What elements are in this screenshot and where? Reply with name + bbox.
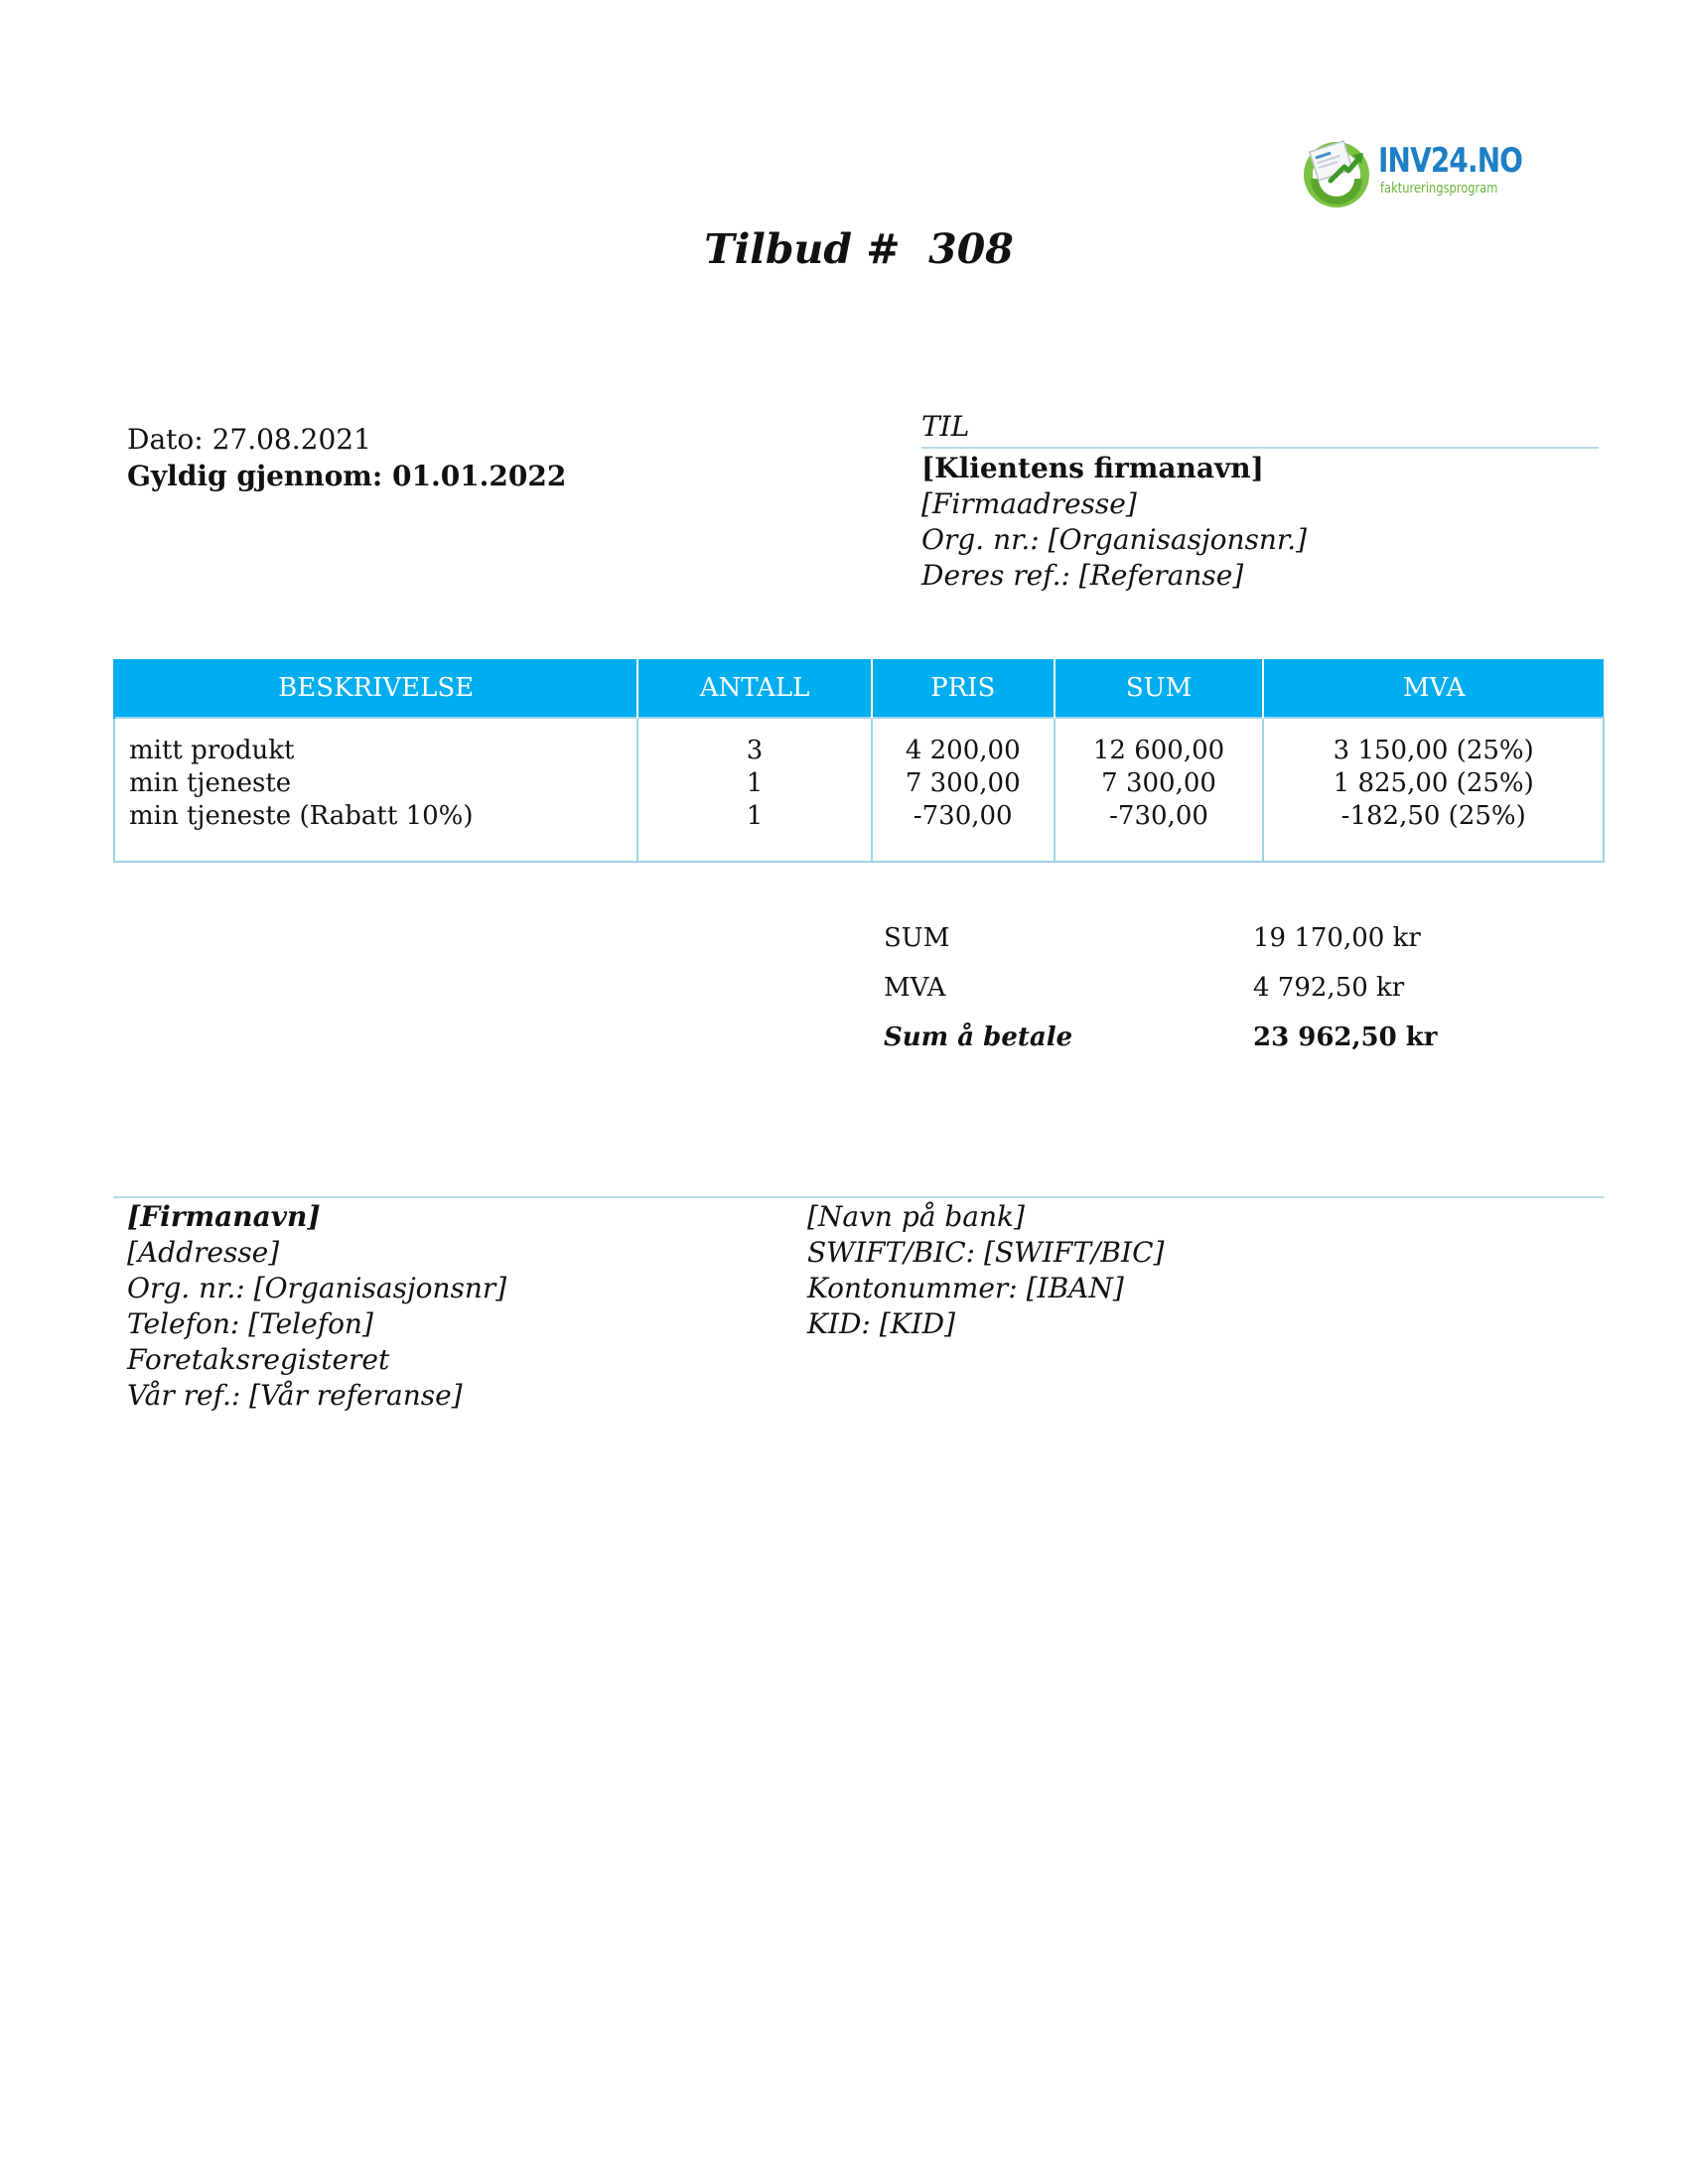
sender-phone: Telefon: [Telefon] — [127, 1307, 373, 1340]
recipient-block — [921, 407, 1599, 594]
sender-address: [Addresse] — [127, 1236, 280, 1269]
bank-kid: KID: [KID] — [807, 1307, 956, 1340]
item-vat: -182,50 (25%) — [1340, 801, 1526, 831]
item-quantity: 1 — [746, 801, 764, 831]
item-sum: 12 600,00 — [1092, 736, 1225, 765]
table-body-row — [114, 718, 1604, 862]
document-title: Tilbud # 308 — [704, 225, 1014, 273]
summary-sum-label: SUM — [884, 923, 950, 953]
item-price: 4 200,00 — [905, 736, 1021, 765]
valid-until-line: Gyldig gjennom: 01.01.2022 — [127, 460, 567, 492]
item-sum: 7 300,00 — [1101, 768, 1216, 798]
item-description: min tjeneste (Rabatt 10%) — [129, 801, 474, 831]
items-table — [113, 659, 1605, 863]
item-quantity: 3 — [746, 736, 764, 765]
sender-details — [127, 1199, 506, 1414]
price-cell — [872, 718, 1055, 862]
column-header-price: PRIS — [872, 659, 1055, 718]
item-price: -730,00 — [913, 801, 1013, 831]
item-description: mitt produkt — [129, 736, 295, 765]
item-vat: 1 825,00 (25%) — [1333, 768, 1534, 798]
recipient-address: [Firmaadresse] — [921, 487, 1137, 520]
date-line: Dato: 27.08.2021 — [127, 423, 371, 456]
company-logo — [1301, 135, 1523, 214]
column-header-sum: SUM — [1055, 659, 1264, 718]
column-header-quantity: ANTALL — [637, 659, 871, 718]
item-quantity: 1 — [746, 768, 764, 798]
bank-name: [Navn på bank] — [807, 1200, 1025, 1233]
bank-details — [807, 1199, 1164, 1342]
bank-swift: SWIFT/BIC: [SWIFT/BIC] — [807, 1236, 1165, 1269]
footer-divider — [113, 1196, 1605, 1198]
bank-account-number: Kontonummer: [IBAN] — [807, 1272, 1124, 1304]
description-cell — [114, 718, 637, 862]
summary-sum-value: 19 170,00 kr — [1253, 923, 1421, 953]
summary-total-value: 23 962,50 kr — [1253, 1023, 1438, 1052]
item-sum: -730,00 — [1109, 801, 1208, 831]
sum-cell — [1055, 718, 1264, 862]
recipient-company: [Klientens firmanavn] — [921, 452, 1264, 484]
quantity-cell — [637, 718, 871, 862]
recipient-heading: TIL — [921, 407, 1599, 449]
sender-org-number: Org. nr.: [Organisasjonsnr] — [127, 1272, 507, 1304]
column-header-description: BESKRIVELSE — [114, 659, 637, 718]
recipient-org-number: Org. nr.: [Organisasjonsnr.] — [921, 523, 1308, 556]
column-header-vat: MVA — [1263, 659, 1604, 718]
sender-company: [Firmanavn] — [127, 1200, 321, 1233]
summary-vat-value: 4 792,50 kr — [1253, 973, 1405, 1003]
document-dates — [127, 421, 566, 494]
table-header-row — [114, 659, 1604, 718]
item-price: 7 300,00 — [905, 768, 1021, 798]
summary-vat-label: MVA — [884, 973, 946, 1003]
item-vat: 3 150,00 (25%) — [1333, 736, 1534, 765]
logo-tagline: faktureringsprogram — [1380, 181, 1498, 197]
summary-total-label: Sum å betale — [884, 1023, 1073, 1052]
item-description: min tjeneste — [129, 768, 292, 798]
sender-reference: Vår ref.: [Vår referanse] — [127, 1379, 463, 1412]
recipient-reference: Deres ref.: [Referanse] — [921, 559, 1244, 592]
logo-mark-icon — [1301, 135, 1376, 210]
vat-cell — [1263, 718, 1604, 862]
sender-registry: Foretaksregisteret — [127, 1343, 390, 1376]
logo-name: INV24.NO — [1378, 141, 1523, 181]
